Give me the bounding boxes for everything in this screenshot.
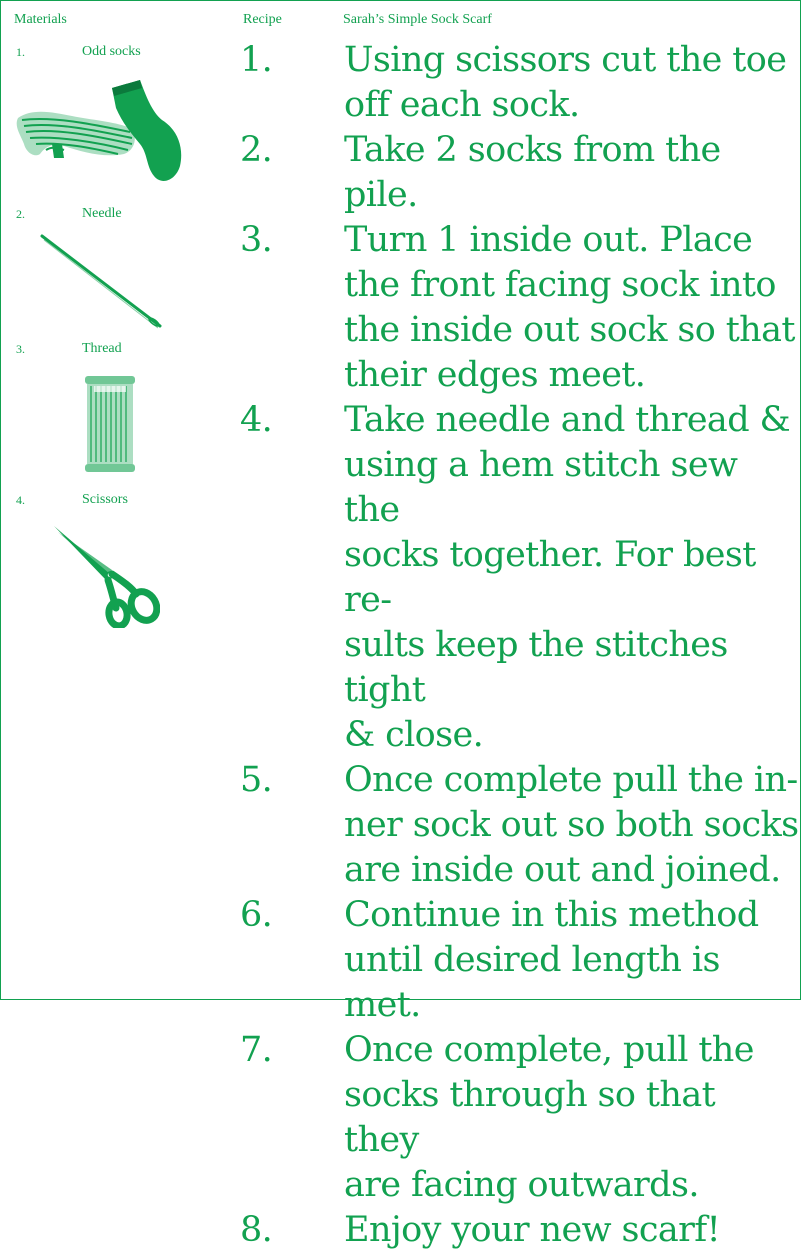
step-number: 2. (240, 130, 273, 170)
thread-spool-icon (82, 372, 138, 476)
scissors-icon (52, 522, 160, 628)
material-number: 1. (16, 45, 25, 59)
step-line: & close. (344, 715, 484, 755)
recipe-step (240, 758, 800, 893)
recipe-step (240, 218, 800, 398)
recipe-step (240, 893, 800, 1028)
step-line: Turn 1 inside out. Place (344, 220, 753, 260)
step-text (344, 398, 800, 758)
step-text (344, 1208, 800, 1253)
material-name: Odd socks (82, 44, 141, 59)
step-line: Once complete, pull the (344, 1030, 754, 1070)
material-name: Needle (82, 206, 122, 221)
recipe-heading: Recipe (243, 12, 282, 27)
step-number: 6. (240, 895, 273, 935)
needle-icon (40, 234, 166, 332)
step-line: Once complete pull the in- (344, 760, 798, 800)
step-line: using a hem stitch sew the (344, 445, 738, 530)
step-number: 1. (240, 40, 273, 80)
material-name: Scissors (82, 492, 128, 507)
step-number: 8. (240, 1210, 273, 1250)
recipe-step (240, 128, 800, 218)
step-line: the inside out sock so that (344, 310, 795, 350)
step-text (344, 218, 800, 398)
step-text (344, 128, 800, 218)
step-line: Continue in this method (344, 895, 759, 935)
step-line: Using scissors cut the toe (344, 40, 787, 80)
step-line: socks together. For best re- (344, 535, 756, 620)
recipe-step (240, 38, 800, 128)
materials-heading: Materials (14, 12, 67, 27)
page-title: Sarah’s Simple Sock Scarf (343, 12, 492, 27)
material-number: 4. (16, 493, 25, 507)
material-name: Thread (82, 341, 122, 356)
step-line: the front facing sock into (344, 265, 776, 305)
step-text (344, 1028, 800, 1208)
step-text (344, 758, 800, 893)
socks-icon (12, 78, 192, 186)
step-line: sults keep the stitches tight (344, 625, 728, 710)
material-number: 3. (16, 342, 25, 356)
recipe-step (240, 1028, 800, 1208)
step-number: 3. (240, 220, 273, 260)
step-line: Take 2 socks from the pile. (344, 130, 721, 215)
step-number: 5. (240, 760, 273, 800)
step-line: until desired length is met. (344, 940, 720, 1025)
step-line: socks through so that they (344, 1075, 716, 1160)
step-line: Take needle and thread & (344, 400, 791, 440)
step-line: off each sock. (344, 85, 580, 125)
step-number: 7. (240, 1030, 273, 1070)
recipe-steps (240, 38, 800, 1253)
step-text (344, 893, 800, 1028)
step-line: their edges meet. (344, 355, 646, 395)
step-number: 4. (240, 400, 273, 440)
recipe-step (240, 398, 800, 758)
step-line: Enjoy your new scarf! (344, 1210, 721, 1250)
recipe-step (240, 1208, 800, 1253)
step-text (344, 38, 800, 128)
material-number: 2. (16, 207, 25, 221)
step-line: ner sock out so both socks (344, 805, 799, 845)
step-line: are inside out and joined. (344, 850, 781, 890)
step-line: are facing outwards. (344, 1165, 699, 1205)
